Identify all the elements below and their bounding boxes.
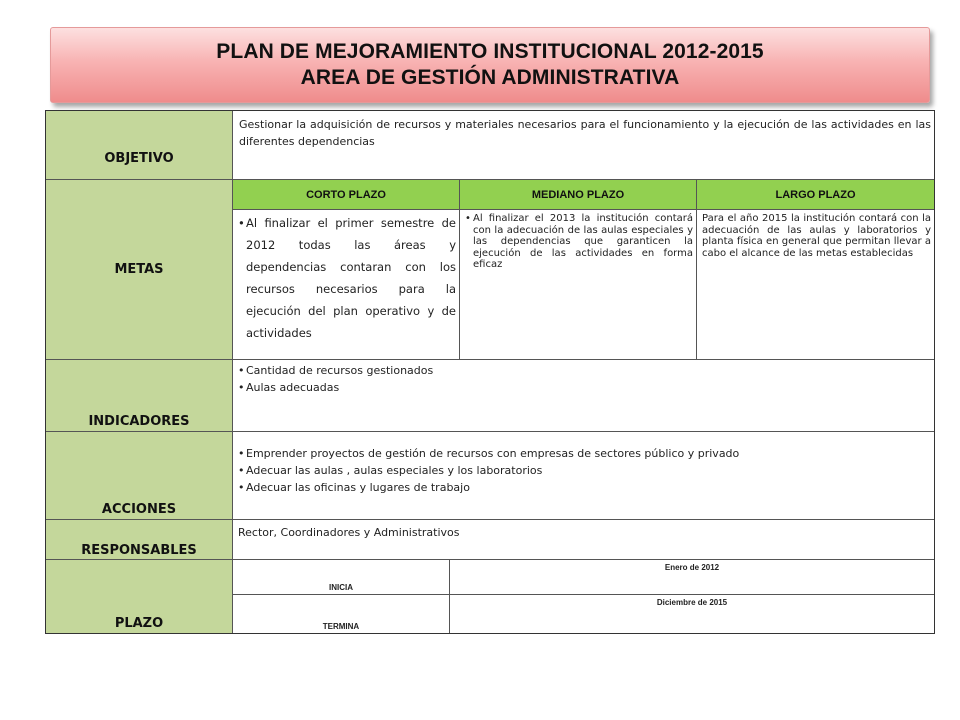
header-largo-plazo: LARGO PLAZO [697,180,934,210]
responsables-label-text: RESPONSABLES [81,543,197,558]
metas-label-text: METAS [114,262,164,277]
responsables-text: Rector, Coordinadores y Administrativos [233,520,934,560]
meta-mediano-text: • Al finalizar el 2013 la institución contará con la adecuación de las aulas especiales y las dependencias que garanticen la ejecución de las actividades en forma eficaz [465,213,693,271]
indicador-item: • Aulas adecuadas [238,379,931,396]
objetivo-label-text: OBJETIVO [104,151,174,166]
meta-largo-plazo: Para el año 2015 la institución contará con la adecuación de las aulas y laboratorios y planta física en general que permitan llevar a cabo el alcance de las metas establecidas [697,210,934,360]
plan-title: PLAN DE MEJORAMIENTO INSTITUCIONAL 2012-2015 [216,40,764,63]
objetivo-text: Gestionar la adquisición de recursos y materiales necesarios para el funcionamiento y la ejecución de las actividades en las diferentes dependencias [233,111,934,180]
plazo-label-text: PLAZO [114,616,164,631]
indicador-item: • Cantidad de recursos gestionados [238,362,931,379]
meta-mediano-plazo [460,210,697,360]
termina-label-text: TERMINA [322,622,360,631]
plazo-inicia-value: Enero de 2012 [450,560,934,595]
plazo-termina-value: Diciembre de 2015 [656,598,728,607]
indicadores-label-text: INDICADORES [88,414,190,429]
header-corto-plazo: CORTO PLAZO [233,180,460,210]
accion-item: • Adecuar las oficinas y lugares de trabajo [238,479,931,496]
accion-item: • Adecuar las aulas , aulas especiales y los laboratorios [238,462,931,479]
indicadores-label [46,360,233,432]
plan-table [45,110,935,634]
area-subtitle: AREA DE GESTIÓN ADMINISTRATIVA [300,66,680,89]
acciones-label [46,432,233,520]
metas-label [46,180,233,360]
accion-item: • Emprender proyectos de gestión de recursos con empresas de sectores público y privado [238,445,931,462]
header-mediano-plazo: MEDIANO PLAZO [460,180,697,210]
objetivo-label [46,111,233,180]
acciones-label-text: ACCIONES [101,502,177,517]
inicia-label-text: INICIA [329,583,353,592]
indicadores-list [233,360,934,432]
plazo-termina-label [233,595,450,633]
plazo-inicia-label [233,560,450,595]
meta-corto-plazo [233,210,460,360]
acciones-list [233,432,934,520]
responsables-label [46,520,233,560]
meta-corto-text: • Al finalizar el primer semestre de 2012 todas las áreas y dependencias contaran con los recursos necesarios para la ejecución del plan operativo y de actividades [238,212,456,344]
plazo-label [46,560,233,633]
title-banner [50,27,930,103]
